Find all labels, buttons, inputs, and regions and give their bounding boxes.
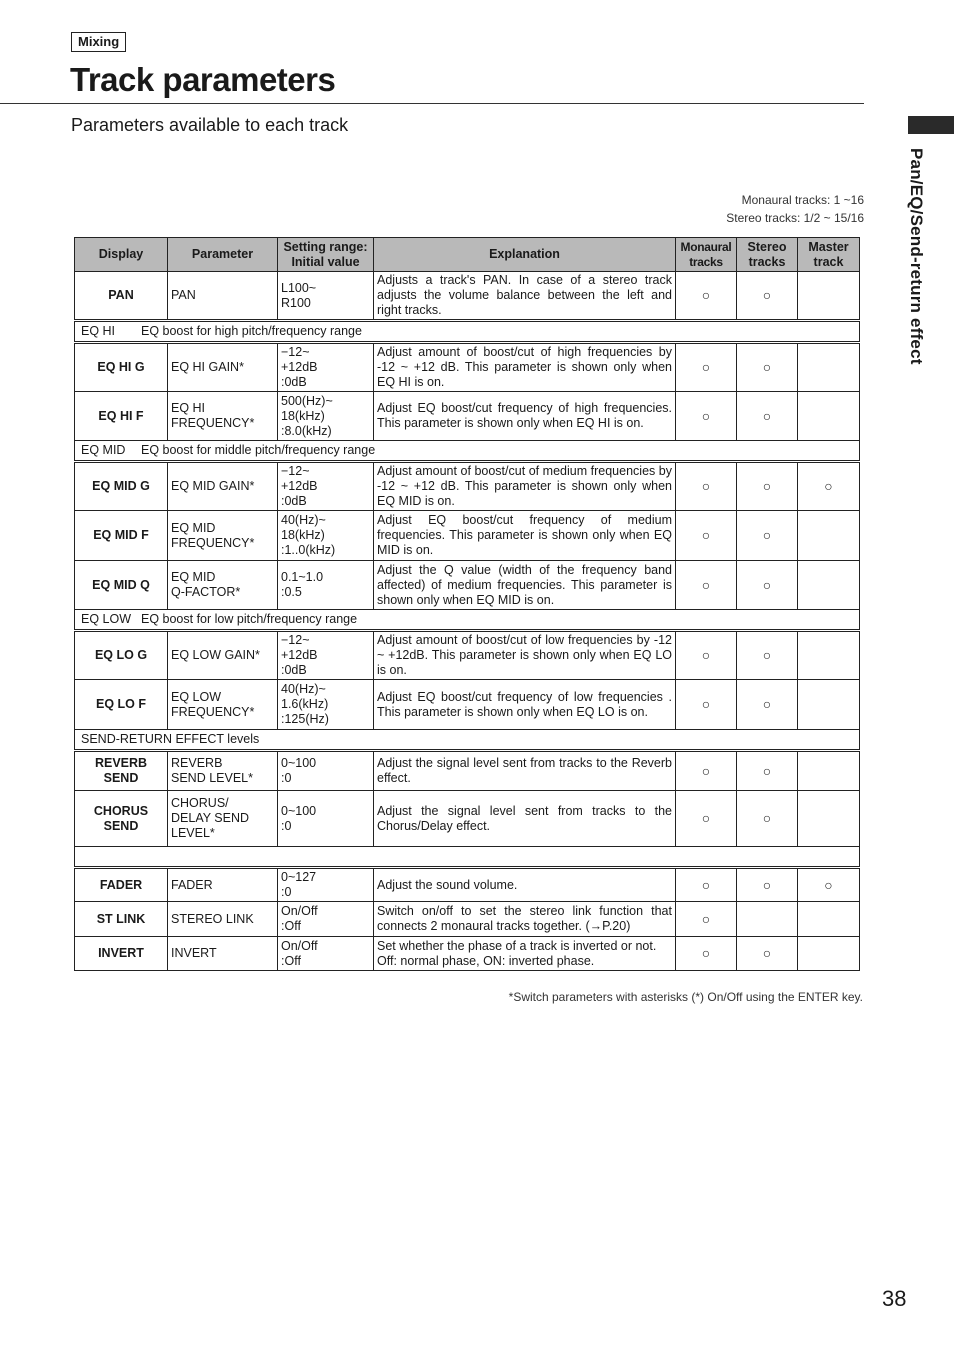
row-explanation: Adjust the sound volume. bbox=[374, 868, 676, 902]
header-explanation: Explanation bbox=[374, 238, 676, 272]
explanation-line: Off: normal phase, ON: inverted phase. bbox=[377, 953, 595, 968]
range-line: 0~100 bbox=[281, 756, 317, 770]
display-line: CHORUS bbox=[93, 803, 149, 818]
table-row-eq-mid-q bbox=[75, 561, 860, 610]
range-line: :8.0(kHz) bbox=[281, 423, 332, 438]
row-display: EQ LO G bbox=[75, 631, 168, 680]
master-mark bbox=[798, 751, 860, 791]
range-line: L100~ bbox=[281, 280, 317, 295]
mono-mark: ○ bbox=[676, 751, 737, 791]
page-title: Track parameters bbox=[70, 61, 336, 98]
track-parameters-table bbox=[74, 237, 860, 971]
section-row-eq-low bbox=[75, 610, 860, 631]
range-line: :125(Hz) bbox=[281, 712, 329, 726]
row-display bbox=[75, 751, 168, 791]
range-line: +12dB bbox=[281, 360, 318, 374]
table-row-fader bbox=[75, 868, 860, 902]
master-mark: ○ bbox=[798, 868, 860, 902]
stereo-mark: ○ bbox=[737, 462, 798, 511]
row-explanation: Adjust the Q value (width of the frequency band affected) of medium frequencies. This parameter is shown only when EQ MID is on. bbox=[374, 561, 676, 610]
row-range bbox=[278, 680, 374, 730]
row-display: EQ MID G bbox=[75, 462, 168, 511]
section-badge: Mixing bbox=[71, 32, 126, 52]
range-line: On/Off bbox=[281, 904, 318, 918]
param-line: DELAY SEND bbox=[171, 811, 250, 825]
row-parameter bbox=[168, 392, 278, 441]
header-monaural bbox=[676, 238, 737, 272]
row-range bbox=[278, 791, 374, 847]
master-mark: ○ bbox=[798, 462, 860, 511]
row-explanation: Adjust EQ boost/cut frequency of low frequencies . This parameter is shown only when EQ LO is on. bbox=[374, 680, 676, 730]
display-line: SEND bbox=[103, 771, 139, 785]
param-line: EQ MID bbox=[171, 520, 216, 535]
row-display: EQ HI G bbox=[75, 343, 168, 392]
range-line: :0dB bbox=[281, 375, 307, 389]
section-label bbox=[75, 610, 860, 631]
row-explanation: Adjust EQ boost/cut frequency of high frequencies. This parameter is shown only when EQ HI is on. bbox=[374, 392, 676, 441]
row-display: EQ MID Q bbox=[75, 561, 168, 610]
section-description: EQ boost for middle pitch/frequency range bbox=[141, 443, 376, 457]
row-display: PAN bbox=[75, 272, 168, 321]
mono-mark: ○ bbox=[676, 868, 737, 902]
table-row-pan bbox=[75, 272, 860, 321]
section-name: SEND-RETURN EFFECT levels bbox=[81, 732, 260, 746]
row-parameter: EQ MID GAIN* bbox=[168, 462, 278, 511]
row-range bbox=[278, 868, 374, 902]
range-line: :0 bbox=[281, 818, 292, 833]
row-display: FADER bbox=[75, 868, 168, 902]
table-row-eq-hi-g bbox=[75, 343, 860, 392]
blank-separator bbox=[75, 847, 860, 868]
master-mark bbox=[798, 392, 860, 441]
table-row-reverb-send bbox=[75, 751, 860, 791]
stereo-mark: ○ bbox=[737, 868, 798, 902]
row-parameter: STEREO LINK bbox=[168, 902, 278, 937]
header-display: Display bbox=[75, 238, 168, 272]
title-rule bbox=[0, 103, 864, 104]
stereo-mark: ○ bbox=[737, 272, 798, 321]
row-display: EQ MID F bbox=[75, 511, 168, 561]
row-range bbox=[278, 462, 374, 511]
range-line: :0 bbox=[281, 771, 292, 785]
section-name: EQ LOW bbox=[81, 612, 132, 626]
row-display: EQ HI F bbox=[75, 392, 168, 441]
table-header-row bbox=[75, 238, 860, 272]
row-parameter bbox=[168, 511, 278, 561]
header-monaural-line2: tracks bbox=[689, 254, 723, 269]
stereo-mark: ○ bbox=[737, 751, 798, 791]
row-range bbox=[278, 511, 374, 561]
range-line: On/Off bbox=[281, 938, 318, 953]
row-range bbox=[278, 902, 374, 937]
master-mark bbox=[798, 631, 860, 680]
explanation-line: Set whether the phase of a track is inverted or not. bbox=[377, 938, 657, 953]
mono-mark: ○ bbox=[676, 937, 737, 971]
stereo-tracks-note: Stereo tracks: 1/2 ~ 15/16 bbox=[726, 211, 864, 225]
section-row-send-return bbox=[75, 730, 860, 751]
header-parameter: Parameter bbox=[168, 238, 278, 272]
section-description: EQ boost for high pitch/frequency range bbox=[141, 324, 362, 338]
stereo-mark: ○ bbox=[737, 511, 798, 561]
subtitle: Parameters available to each track bbox=[71, 115, 349, 135]
master-mark bbox=[798, 561, 860, 610]
param-line: CHORUS/ bbox=[171, 796, 229, 810]
param-line: FREQUENCY* bbox=[171, 416, 255, 430]
param-line: EQ LOW bbox=[171, 689, 222, 704]
master-mark bbox=[798, 680, 860, 730]
row-range bbox=[278, 392, 374, 441]
range-line: +12dB bbox=[281, 479, 318, 493]
section-label bbox=[75, 441, 860, 462]
param-line: REVERB bbox=[171, 756, 223, 770]
monaural-tracks-note: Monaural tracks: 1 ~16 bbox=[741, 193, 864, 207]
row-parameter bbox=[168, 751, 278, 791]
range-line: :Off bbox=[281, 953, 301, 968]
row-display bbox=[75, 791, 168, 847]
mono-mark: ○ bbox=[676, 902, 737, 937]
stereo-mark: ○ bbox=[737, 937, 798, 971]
section-label bbox=[75, 321, 860, 343]
param-line: FREQUENCY* bbox=[171, 535, 255, 550]
range-line: :1..0(kHz) bbox=[281, 543, 336, 557]
stereo-mark bbox=[737, 902, 798, 937]
range-line: :0dB bbox=[281, 494, 307, 508]
header-setting-line1: Setting range: bbox=[283, 239, 368, 254]
table-row-eq-lo-g bbox=[75, 631, 860, 680]
param-line: SEND LEVEL* bbox=[171, 771, 253, 785]
row-range bbox=[278, 751, 374, 791]
mono-mark: ○ bbox=[676, 272, 737, 321]
section-row-eq-hi bbox=[75, 321, 860, 343]
stereo-mark: ○ bbox=[737, 631, 798, 680]
row-explanation bbox=[374, 937, 676, 971]
row-parameter bbox=[168, 561, 278, 610]
mono-mark: ○ bbox=[676, 343, 737, 392]
range-line: :Off bbox=[281, 919, 301, 933]
master-mark bbox=[798, 791, 860, 847]
range-line: 18(kHz) bbox=[281, 528, 325, 542]
header-master-line1: Master bbox=[808, 239, 849, 254]
section-name: EQ HI bbox=[81, 324, 116, 338]
param-line: EQ MID bbox=[171, 570, 216, 584]
range-line: 500(Hz)~ bbox=[281, 393, 333, 408]
table-row-chorus-send bbox=[75, 791, 860, 847]
stereo-mark: ○ bbox=[737, 680, 798, 730]
row-range bbox=[278, 561, 374, 610]
mono-mark: ○ bbox=[676, 561, 737, 610]
range-line: −12~ bbox=[281, 345, 310, 359]
range-line: R100 bbox=[281, 295, 311, 310]
table-row-eq-hi-f bbox=[75, 392, 860, 441]
page-number: 38 bbox=[882, 1286, 907, 1311]
row-explanation: Switch on/off to set the stereo link function that connects 2 monaural tracks together. (→P.20) bbox=[374, 902, 676, 937]
row-explanation: Adjust the signal level sent from tracks to the Chorus/Delay effect. bbox=[374, 791, 676, 847]
table-row-st-link bbox=[75, 902, 860, 937]
range-line: 1.6(kHz) bbox=[281, 697, 329, 711]
header-setting-range bbox=[278, 238, 374, 272]
section-name: EQ MID bbox=[81, 443, 126, 457]
range-line: 40(Hz)~ bbox=[281, 513, 326, 527]
row-range bbox=[278, 937, 374, 971]
range-line: 18(kHz) bbox=[281, 408, 325, 423]
row-display: ST LINK bbox=[75, 902, 168, 937]
table-row-eq-lo-f bbox=[75, 680, 860, 730]
row-display: INVERT bbox=[75, 937, 168, 971]
param-line: Q-FACTOR* bbox=[171, 585, 241, 599]
row-explanation: Adjust amount of boost/cut of low frequencies by -12 ~ +12dB. This parameter is shown only when EQ LO is on. bbox=[374, 631, 676, 680]
master-mark bbox=[798, 511, 860, 561]
display-line: REVERB bbox=[94, 756, 148, 770]
side-section-label: Pan/EQ/Send-return effect bbox=[907, 148, 926, 365]
row-range bbox=[278, 343, 374, 392]
row-explanation: Adjust the signal level sent from tracks to the Reverb effect. bbox=[374, 751, 676, 791]
header-master bbox=[798, 238, 860, 272]
table-row-invert bbox=[75, 937, 860, 971]
master-mark bbox=[798, 902, 860, 937]
header-stereo-line2: tracks bbox=[748, 254, 786, 269]
header-stereo-line1: Stereo bbox=[747, 239, 787, 254]
section-row-blank bbox=[75, 847, 860, 868]
range-line: :0.5 bbox=[281, 585, 302, 599]
header-setting-line2: Initial value bbox=[291, 254, 360, 269]
mono-mark: ○ bbox=[676, 680, 737, 730]
row-parameter: EQ LOW GAIN* bbox=[168, 631, 278, 680]
range-line: :0 bbox=[281, 885, 292, 899]
mono-mark: ○ bbox=[676, 511, 737, 561]
table-row-eq-mid-g bbox=[75, 462, 860, 511]
stereo-mark: ○ bbox=[737, 392, 798, 441]
mono-mark: ○ bbox=[676, 631, 737, 680]
display-line: SEND bbox=[103, 818, 139, 833]
master-mark bbox=[798, 272, 860, 321]
row-explanation: Adjusts a track's PAN. In case of a stereo track adjusts the volume balance between the left and right tracks. bbox=[374, 272, 676, 321]
range-line: +12dB bbox=[281, 648, 318, 662]
asterisk-footnote: *Switch parameters with asterisks (*) On/Off using the ENTER key. bbox=[508, 990, 863, 1004]
stereo-mark: ○ bbox=[737, 561, 798, 610]
stereo-mark: ○ bbox=[737, 343, 798, 392]
range-line: −12~ bbox=[281, 464, 310, 478]
row-parameter bbox=[168, 680, 278, 730]
param-line: EQ HI bbox=[171, 401, 206, 415]
param-line: LEVEL* bbox=[171, 826, 215, 840]
range-line: :0dB bbox=[281, 663, 307, 677]
header-stereo bbox=[737, 238, 798, 272]
row-range bbox=[278, 631, 374, 680]
row-parameter: FADER bbox=[168, 868, 278, 902]
mono-mark: ○ bbox=[676, 791, 737, 847]
section-label bbox=[75, 730, 860, 751]
range-line: 0.1~1.0 bbox=[281, 570, 324, 584]
row-parameter: EQ HI GAIN* bbox=[168, 343, 278, 392]
row-range bbox=[278, 272, 374, 321]
row-parameter: INVERT bbox=[168, 937, 278, 971]
range-line: 0~127 bbox=[281, 870, 317, 884]
section-description: EQ boost for low pitch/frequency range bbox=[141, 612, 358, 626]
param-line: FREQUENCY* bbox=[171, 704, 255, 719]
range-line: 40(Hz)~ bbox=[281, 682, 326, 696]
master-mark bbox=[798, 343, 860, 392]
row-explanation: Adjust amount of boost/cut of high frequencies by -12 ~ +12 dB. This parameter is shown only when EQ HI is on. bbox=[374, 343, 676, 392]
side-tab-marker bbox=[908, 116, 954, 134]
mono-mark: ○ bbox=[676, 462, 737, 511]
range-line: 0~100 bbox=[281, 803, 317, 818]
row-explanation: Adjust amount of boost/cut of medium frequencies by -12 ~ +12 dB. This parameter is shown only when EQ MID is on. bbox=[374, 462, 676, 511]
master-mark bbox=[798, 937, 860, 971]
row-parameter: PAN bbox=[168, 272, 278, 321]
table-row-eq-mid-f bbox=[75, 511, 860, 561]
row-display: EQ LO F bbox=[75, 680, 168, 730]
section-row-eq-mid bbox=[75, 441, 860, 462]
mono-mark: ○ bbox=[676, 392, 737, 441]
header-monaural-line1: Monaural bbox=[680, 239, 732, 254]
row-explanation: Adjust EQ boost/cut frequency of medium frequencies. This parameter is shown only when EQ MID is on. bbox=[374, 511, 676, 561]
range-line: −12~ bbox=[281, 633, 310, 647]
header-master-line2: track bbox=[813, 254, 844, 269]
stereo-mark: ○ bbox=[737, 791, 798, 847]
row-parameter bbox=[168, 791, 278, 847]
